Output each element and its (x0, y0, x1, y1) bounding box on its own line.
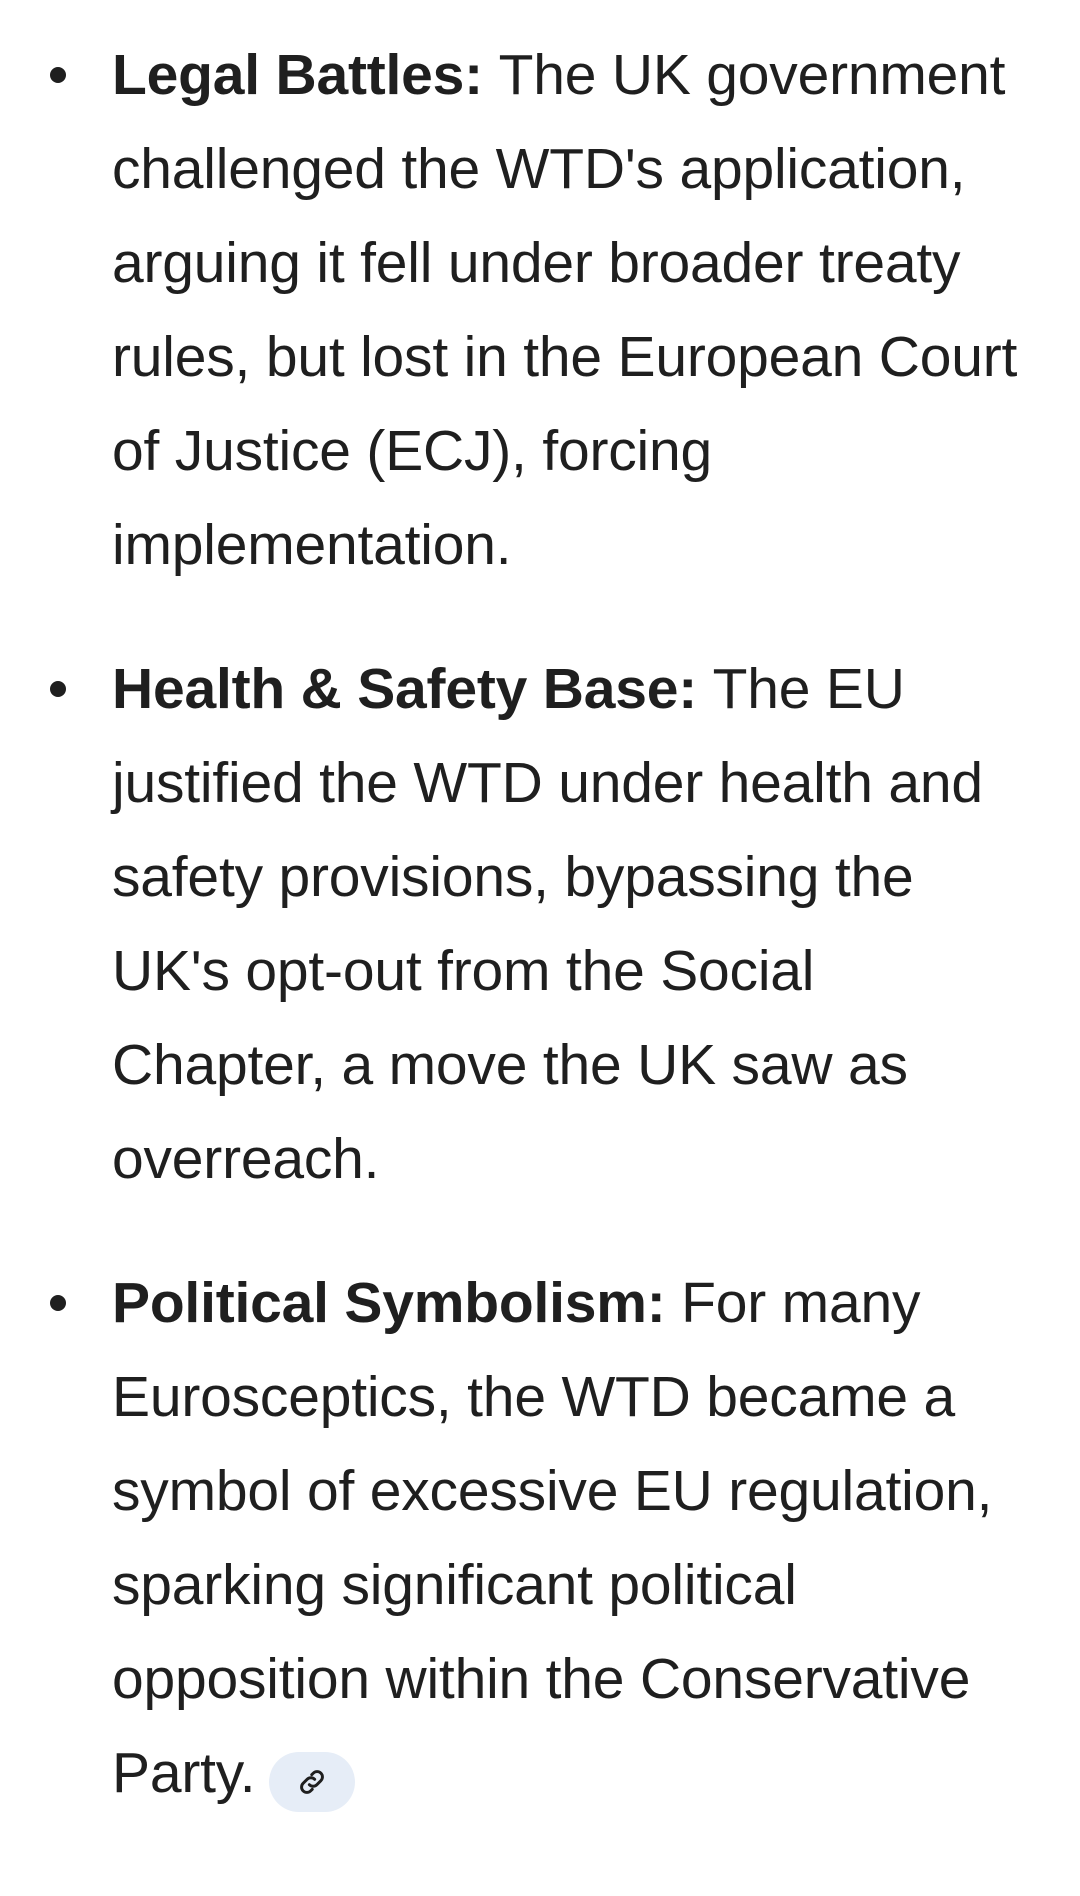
list-item (0, 642, 1080, 1206)
item-text: The EU justified the WTD under health and safety provisions, bypassing the UK's opt-out from the Social Chapter, a move the UK saw as overreach. (112, 657, 983, 1191)
list-item (0, 1256, 1080, 1820)
item-lead: Political Symbolism: (112, 1271, 682, 1335)
bullet-dot-icon (50, 67, 66, 83)
citation-chip-button[interactable] (269, 1752, 355, 1812)
item-lead: Health & Safety Base: (112, 657, 713, 721)
bullet-list (0, 28, 1080, 1820)
item-text: The UK government challenged the WTD's application, arguing it fell under broader treaty rules, but lost in the European Court of Justice (ECJ), forcing implementation. (112, 43, 1018, 577)
list-item (0, 28, 1080, 592)
link-icon (296, 1766, 328, 1798)
item-lead: Legal Battles: (112, 43, 499, 107)
response-content (0, 28, 1080, 1870)
bullet-dot-icon (50, 681, 66, 697)
item-text: For many Eurosceptics, the WTD became a symbol of excessive EU regulation, sparking significant political opposition within the Conservative Party. (112, 1271, 993, 1805)
bullet-dot-icon (50, 1295, 66, 1311)
